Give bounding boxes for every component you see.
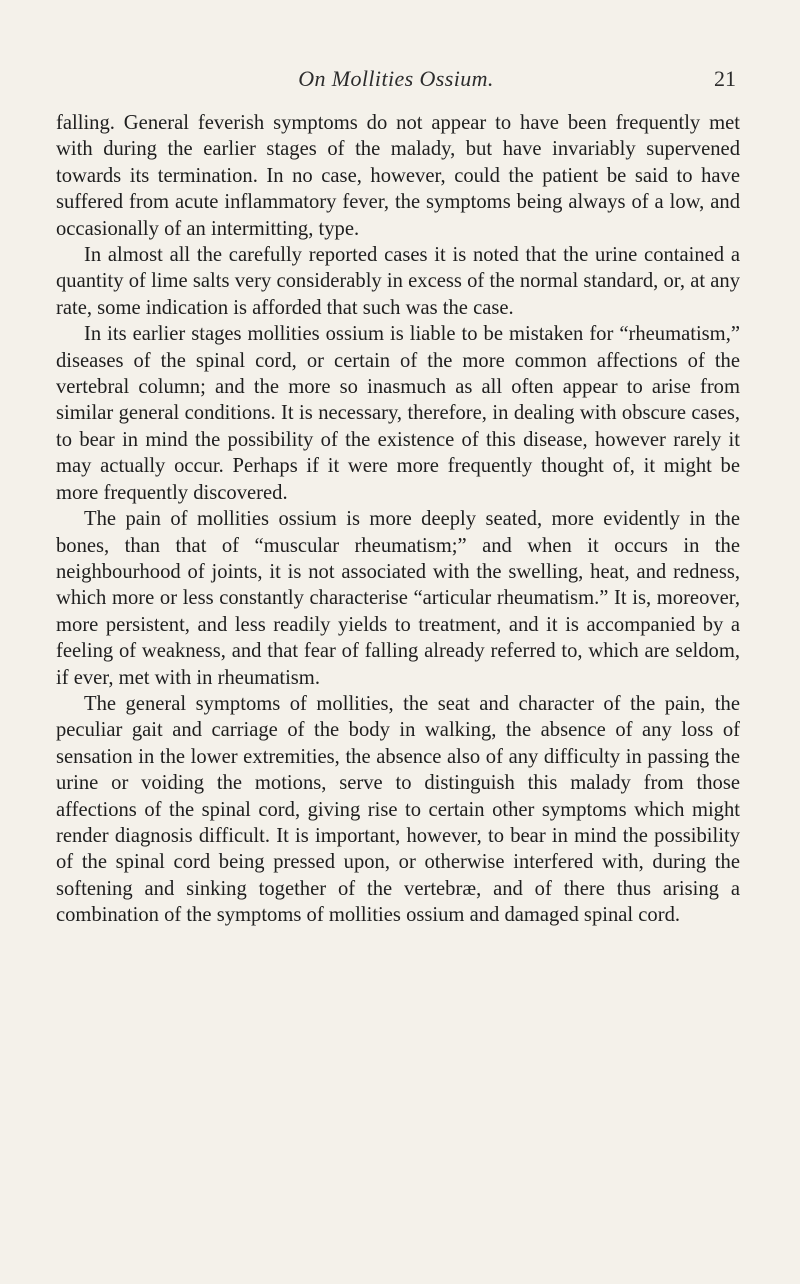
- body-text: [56, 110, 740, 929]
- paragraph-pain-vs-rheumatism: The pain of mollities ossium is more deeply seated, more evidently in the bones, than that of “muscular rheumatism;” and when it occurs in the neighbourhood of joints, it is not associated with the swelling, heat, and redness, which more or less constantly characterise “articular rheumatism.” It is, moreover, more persistent, and less readily yields to treatment, and it is accompanied by a feeling of weakness, and that fear of falling already referred to, which are seldom, if ever, met with in rheumatism.: [56, 508, 740, 689]
- paragraph-early-stage-diagnosis: In its earlier stages mollities ossium is liable to be mistaken for “rheumatism,” diseases of the spinal cord, or certain of the more common affections of the vertebral column; and the more so inasmuch as all often appear to arise from similar general conditions. It is necessary, therefore, in dealing with obscure cases, to bear in mind the possibility of the existence of this disease, however rarely it may actually occur. Perhaps if it were more frequently thought of, it might be more frequently discovered.: [56, 323, 740, 504]
- paragraph-continuation: falling. General feverish symptoms do not appear to have been frequently met with during the earlier stages of the malady, but have invariably supervened towards its termination. In no case, however, could the patient be said to have suffered from acute inflammatory fever, the symptoms being always of a low, and occasionally of an intermitting, type.: [56, 112, 740, 240]
- running-head: [56, 66, 736, 96]
- paragraph-spinal-cord-distinction: The general symptoms of mollities, the seat and character of the pain, the peculiar gait and carriage of the body in walking, the absence of any loss of sensation in the lower extremities, the absence also of any difficulty in passing the urine or voiding the motions, serve to distinguish this malady from those affections of the spinal cord, giving rise to certain other symptoms which might render diagnosis difficult. It is important, however, to bear in mind the possibility of the spinal cord being pressed upon, or otherwise interfered with, during the softening and sinking together of the vertebræ, and of there thus arising a combination of the symptoms of mollities ossium and damaged spinal cord.: [56, 692, 740, 927]
- paragraph-urine-lime-salts: In almost all the carefully reported cases it is noted that the urine contained a quantity of lime salts very considerably in excess of the normal standard, or, at any rate, some indication is afforded that such was the case.: [56, 244, 740, 319]
- page-number: 21: [714, 66, 736, 91]
- running-title: On Mollities Ossium.: [298, 66, 494, 91]
